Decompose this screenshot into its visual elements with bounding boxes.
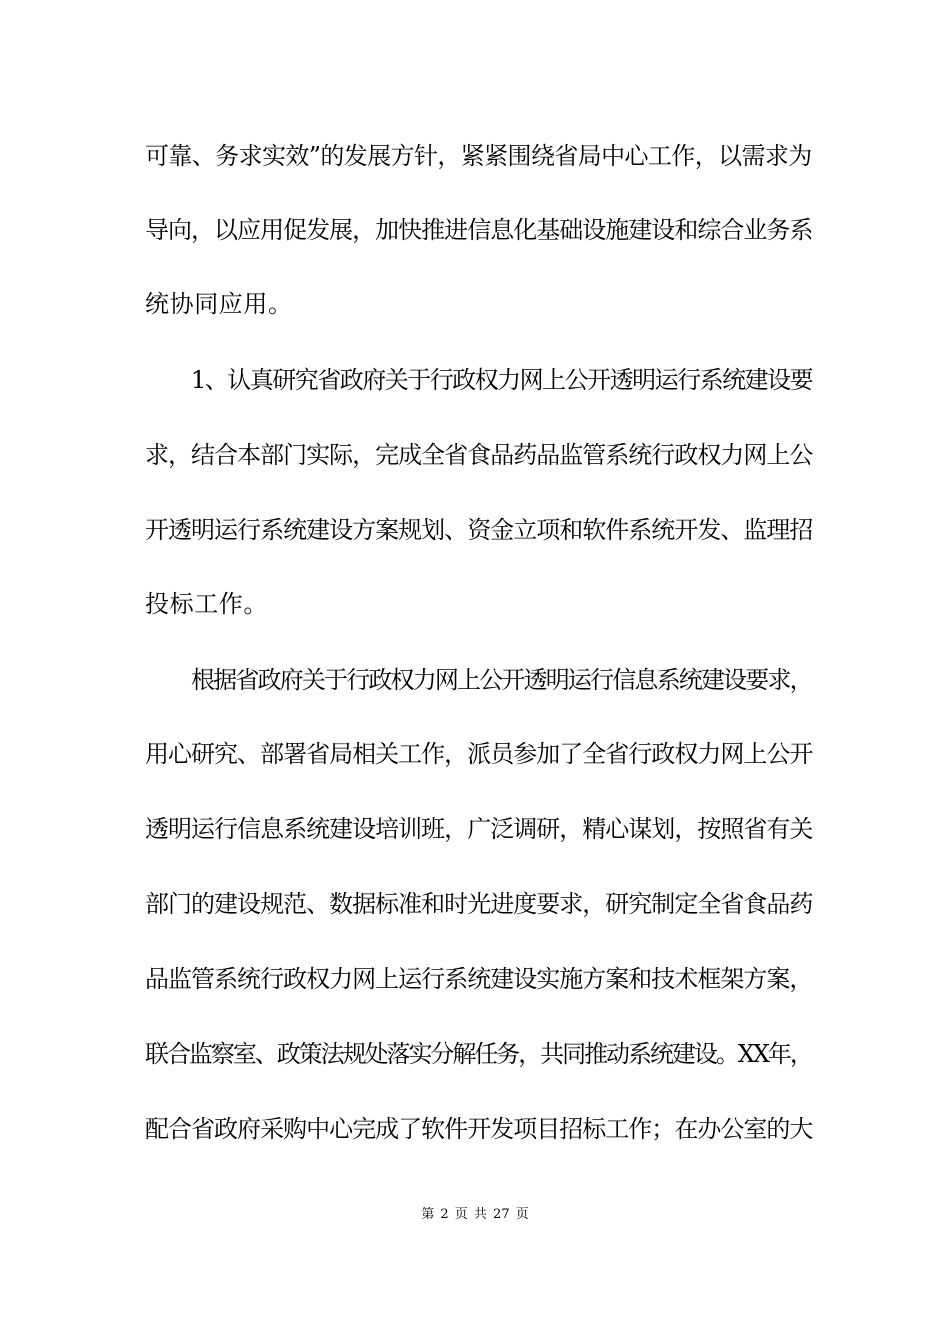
body-line: 配合省政府采购中心完成了软件开发项目招标工作；在办公室的大 xyxy=(145,1115,813,1143)
body-line: 透明运行信息系统建设培训班，广泛调研，精心谋划，按照省有关 xyxy=(145,815,813,843)
body-line: 导向，以应用促发展，加快推进信息化基础设施建设和综合业务系 xyxy=(145,216,813,244)
body-line: 品监管系统行政权力网上运行系统建设实施方案和技术框架方案， xyxy=(145,965,813,993)
body-line: 统协同应用。 xyxy=(145,290,293,318)
body-line: 投标工作。 xyxy=(145,590,268,618)
body-line: 根据省政府关于行政权力网上公开透明运行信息系统建设要求， xyxy=(191,666,812,694)
body-line: 用心研究、部署省局相关工作，派员参加了全省行政权力网上公开 xyxy=(145,740,813,768)
body-line: 开透明运行系统建设方案规划、资金立项和软件系统开发、监理招 xyxy=(145,516,813,544)
body-line: 联合监察室、政策法规处落实分解任务，共同推动系统建设。XX年， xyxy=(145,1040,812,1068)
body-line: 1、认真研究省政府关于行政权力网上公开透明运行系统建设要 xyxy=(191,366,813,394)
page-number-footer: 第 2 页 共 27 页 xyxy=(421,1207,529,1222)
body-line: 部门的建设规范、数据标准和时光进度要求，研究制定全省食品药 xyxy=(145,890,813,918)
body-line: 求，结合本部门实际，完成全省食品药品监管系统行政权力网上公 xyxy=(145,441,813,469)
body-line: 可靠、务求实效”的发展方针，紧紧围绕省局中心工作，以需求为 xyxy=(145,142,812,170)
